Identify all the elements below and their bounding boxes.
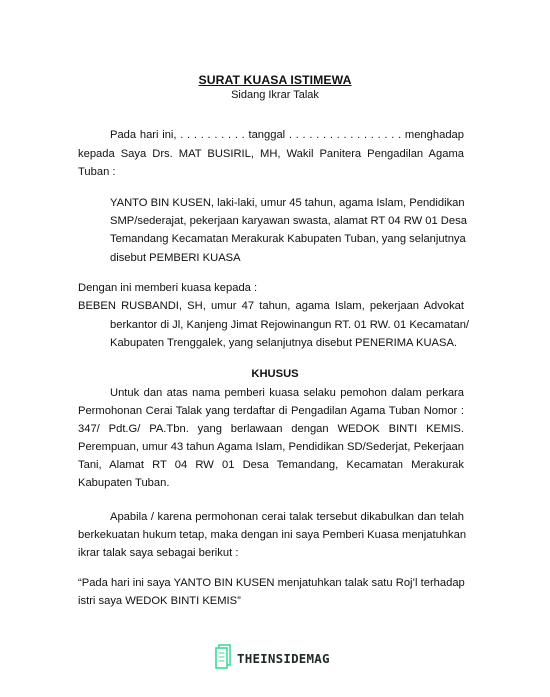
watermark-logo <box>214 643 330 673</box>
opening-line-3: Tuban : <box>78 166 116 178</box>
khusus-line-4: Perempuan, umur 43 tahun Agama Islam, Pendidikan SD/Sederjat, Pekerjaan <box>78 441 464 453</box>
grantor-line-2: SMP/sederajat, pekerjaan karyawan swasta, alamat RT 04 RW 01 Desa <box>110 215 467 227</box>
condition-line-2: berkekuatan hukum tetap, maka dengan ini saya Pemberi Kuasa menjatuhkan <box>78 529 467 541</box>
khusus-line-1: Untuk dan atas nama pemberi kuasa selaku pemohon dalam perkara <box>110 387 464 399</box>
condition-line-1: Apabila / karena permohonan cerai talak tersebut dikabulkan dan telah <box>110 511 464 523</box>
grantee-line-3: Kabupaten Trenggalek, yang selanjutnya disebut PENERIMA KUASA. <box>110 337 458 349</box>
grantor-line-3: Temandang Kecamatan Merakurak Kabupaten Tuban, yang selanjutnya <box>110 233 466 245</box>
opening-line-1: Pada hari ini, . . . . . . . . . . tanggal . . . . . . . . . . . . . . . . . menghadap <box>110 129 464 141</box>
khusus-line-2: Permohonan Cerai Talak yang terdaftar di Pengadilan Agama Tuban Nomor : <box>78 405 464 417</box>
opening-line-2: kepada Saya Drs. MAT BUSIRIL, MH, Wakil Panitera Pengadilan Agama <box>78 148 464 160</box>
document-subtitle: Sidang Ikrar Talak <box>231 89 319 101</box>
grantee-line-1: BEBEN RUSBANDI, SH, umur 47 tahun, agama Islam, pekerjaan Advokat <box>78 300 464 312</box>
grantor-line-4: disebut PEMBERI KUASA <box>110 252 241 264</box>
grantee-line-2: berkantor di Jl, Kanjeng Jimat Rejowinangun RT. 01 RW. 01 Kecamatan/ <box>110 319 470 331</box>
khusus-line-6: Kabupaten Tuban. <box>78 477 170 489</box>
condition-line-3: ikrar talak saya sebagai berikut : <box>78 547 239 559</box>
document-title: SURAT KUASA ISTIMEWA <box>198 73 352 87</box>
watermark-text: THEINSIDEMAG <box>237 650 330 666</box>
grantor-line-1: YANTO BIN KUSEN, laki-laki, umur 45 tahun, agama Islam, Pendidikan <box>110 197 465 209</box>
khusus-heading: KHUSUS <box>251 368 299 380</box>
ikrar-quote-line-1: “Pada hari ini saya YANTO BIN KUSEN menjatuhkan talak satu Roj’l terhadap <box>78 577 465 589</box>
khusus-line-3: 347/ Pdt.G/ PA.Tbn. yang berlawaan dengan WEDOK BINTI KEMIS. <box>78 423 464 435</box>
ikrar-quote-line-2: istri saya WEDOK BINTI KEMIS” <box>78 595 241 607</box>
khusus-line-5: Tani, Alamat RT 04 RW 01 Desa Temandang, Kecamatan Merakurak <box>78 459 464 471</box>
document-stack-icon <box>214 644 232 673</box>
grantee-intro: Dengan ini memberi kuasa kepada : <box>78 282 258 294</box>
